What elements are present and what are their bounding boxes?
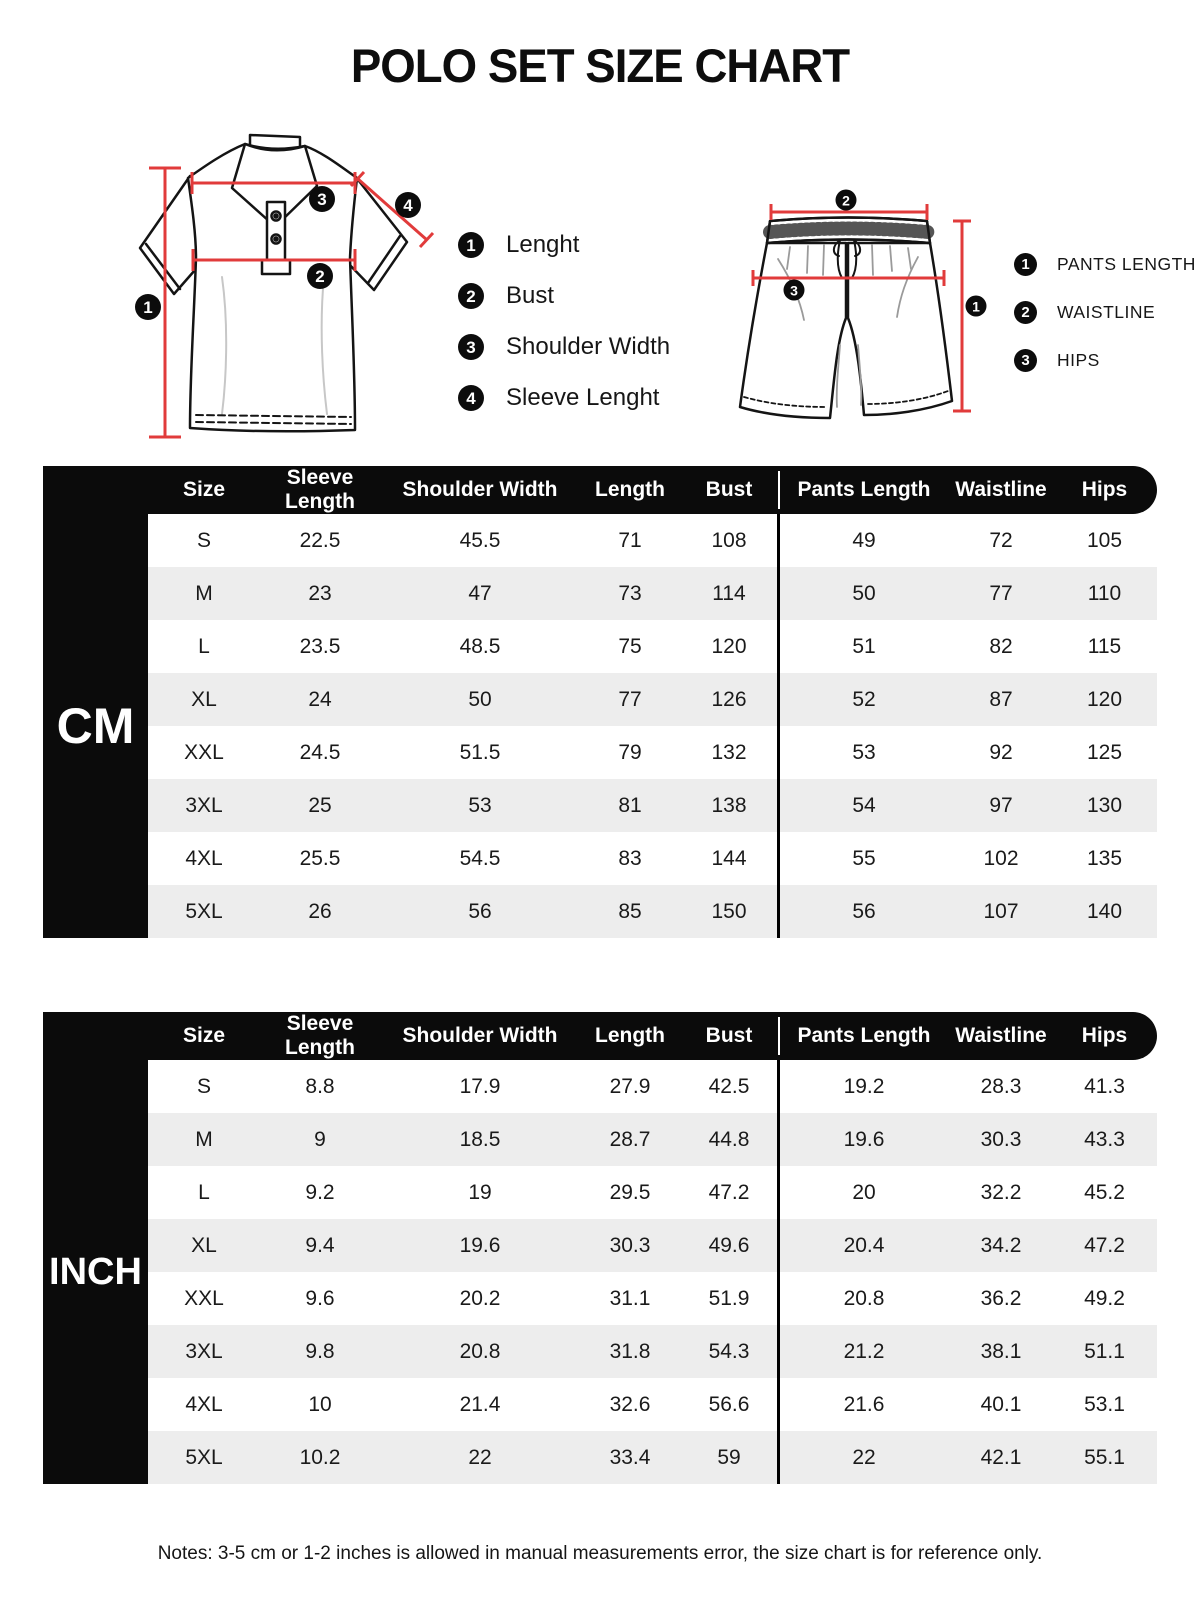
- col-header-length: Length: [595, 478, 665, 501]
- legend-item: [1014, 253, 1196, 276]
- cell-hips: 45.2: [1084, 1180, 1125, 1204]
- cell-waistline: 32.2: [980, 1180, 1022, 1204]
- legend-number-badge: 3: [458, 334, 484, 360]
- cell-size: 4XL: [185, 1392, 223, 1416]
- table-row: [148, 514, 1157, 567]
- cell-pants-length: 19.6: [843, 1127, 885, 1151]
- inch-size-table: [43, 1012, 1157, 1484]
- legend-item: [1014, 301, 1196, 324]
- legend-label: Sleeve Lenght: [506, 384, 660, 411]
- cell-sleeve-length: 10.2: [299, 1445, 341, 1469]
- col-header-pants-length: Pants Length: [797, 478, 931, 501]
- table-row: [148, 567, 1157, 620]
- cell-shoulder-width: 47: [468, 581, 492, 605]
- table-row: [148, 1060, 1157, 1113]
- cell-bust: 114: [712, 581, 746, 605]
- cell-length: 71: [618, 528, 642, 552]
- cell-sleeve-length: 9: [314, 1127, 326, 1151]
- body-section-divider: [777, 514, 780, 938]
- table-row: [148, 726, 1157, 779]
- cell-shoulder-width: 54.5: [459, 846, 501, 870]
- cell-size: M: [195, 1127, 213, 1151]
- polo-marker-sleeve: 4: [395, 192, 421, 218]
- col-header-hips: Hips: [1081, 478, 1128, 501]
- polo-marker-shoulder: 3: [309, 186, 335, 212]
- cell-hips: 51.1: [1084, 1339, 1125, 1363]
- cell-size: S: [196, 1074, 211, 1098]
- page-title: POLO SET SIZE CHART: [350, 39, 850, 92]
- legend-item: [458, 231, 670, 259]
- cell-size: L: [198, 634, 210, 658]
- cell-sleeve-length: 22.5: [299, 528, 341, 552]
- cm-table-header: [43, 466, 1157, 514]
- col-header-pants-length: Pants Length: [797, 1024, 931, 1047]
- cell-waistline: 38.1: [980, 1339, 1022, 1363]
- cell-length: 81: [618, 793, 642, 817]
- legend-item: [458, 384, 670, 412]
- cell-sleeve-length: 23.5: [299, 634, 341, 658]
- cell-bust: 44.8: [708, 1127, 750, 1151]
- shorts-diagram: [720, 185, 980, 430]
- polo-shirt-diagram: [110, 122, 440, 447]
- cell-length: 85: [618, 899, 642, 923]
- col-header-shoulder-width: Shoulder Width: [402, 1024, 558, 1047]
- cell-shoulder-width: 53: [468, 793, 492, 817]
- cell-sleeve-length: 24.5: [299, 740, 341, 764]
- cell-pants-length: 19.2: [843, 1074, 885, 1098]
- col-header-hips: Hips: [1081, 1024, 1128, 1047]
- cell-bust: 108: [711, 528, 747, 552]
- cell-length: 31.8: [609, 1339, 651, 1363]
- table-row: [148, 1113, 1157, 1166]
- legend-number-badge: 1: [458, 232, 484, 258]
- legend-label: WAISTLINE: [1057, 302, 1156, 322]
- legend-item: [458, 333, 670, 361]
- cell-size: S: [196, 528, 211, 552]
- cell-shoulder-width: 51.5: [459, 740, 501, 764]
- cell-size: 5XL: [185, 1445, 223, 1469]
- cell-waistline: 97: [989, 793, 1013, 817]
- cell-hips: 140: [1086, 899, 1123, 923]
- cell-bust: 59: [717, 1445, 741, 1469]
- cell-pants-length: 20: [852, 1180, 876, 1204]
- cell-bust: 47.2: [708, 1180, 750, 1204]
- cell-pants-length: 52: [852, 687, 876, 711]
- legend-item: [1014, 349, 1196, 372]
- cell-shoulder-width: 56: [468, 899, 492, 923]
- cell-pants-length: 55: [852, 846, 876, 870]
- legend-number-badge: 4: [458, 385, 484, 411]
- cell-bust: 150: [711, 899, 747, 923]
- cell-shoulder-width: 19: [468, 1180, 492, 1204]
- cell-pants-length: 54: [852, 793, 876, 817]
- cell-size: 4XL: [185, 846, 223, 870]
- cell-hips: 130: [1086, 793, 1123, 817]
- cell-length: 83: [618, 846, 642, 870]
- cell-bust: 120: [711, 634, 747, 658]
- cell-length: 79: [618, 740, 642, 764]
- cell-sleeve-length: 24: [308, 687, 332, 711]
- polo-marker-bust: 2: [307, 263, 333, 289]
- col-header-bust: Bust: [705, 478, 753, 501]
- cell-pants-length: 49: [852, 528, 876, 552]
- cell-sleeve-length: 9.8: [305, 1339, 335, 1363]
- cell-shoulder-width: 45.5: [459, 528, 501, 552]
- cell-length: 77: [618, 687, 642, 711]
- cell-bust: 126: [711, 687, 747, 711]
- cell-hips: 135: [1086, 846, 1123, 870]
- unit-label-inch: INCH: [43, 1060, 148, 1484]
- shorts-marker-hips: 3: [784, 280, 805, 301]
- cell-size: 3XL: [185, 793, 223, 817]
- cell-hips: 120: [1086, 687, 1123, 711]
- table-row: [148, 1166, 1157, 1219]
- unit-label-cm: CM: [43, 514, 148, 938]
- legend-item: [458, 282, 670, 310]
- col-header-waistline: Waistline: [955, 478, 1047, 501]
- table-row: [148, 779, 1157, 832]
- cell-length: 73: [618, 581, 642, 605]
- cell-hips: 115: [1087, 634, 1122, 658]
- cell-waistline: 34.2: [980, 1233, 1022, 1257]
- cell-pants-length: 50: [852, 581, 876, 605]
- legend-label: Lenght: [506, 231, 580, 258]
- cell-shoulder-width: 21.4: [459, 1392, 501, 1416]
- cell-shoulder-width: 18.5: [459, 1127, 501, 1151]
- cell-waistline: 82: [989, 634, 1013, 658]
- table-row: [148, 885, 1157, 938]
- cell-bust: 138: [711, 793, 747, 817]
- cell-bust: 144: [711, 846, 747, 870]
- cell-sleeve-length: 10: [308, 1392, 332, 1416]
- cell-waistline: 30.3: [980, 1127, 1022, 1151]
- cell-length: 32.6: [609, 1392, 651, 1416]
- cell-waistline: 40.1: [980, 1392, 1022, 1416]
- col-header-sleeve-length: Sleeve Length: [285, 1012, 355, 1059]
- cell-sleeve-length: 26: [308, 899, 332, 923]
- cell-shoulder-width: 22: [468, 1445, 492, 1469]
- cell-pants-length: 20.4: [843, 1233, 885, 1257]
- cell-size: XXL: [184, 1286, 224, 1310]
- cell-length: 31.1: [609, 1286, 651, 1310]
- legend-number-badge: 3: [1014, 349, 1037, 372]
- cell-hips: 43.3: [1084, 1127, 1125, 1151]
- cell-size: XXL: [184, 740, 224, 764]
- cell-pants-length: 53: [852, 740, 876, 764]
- cell-bust: 42.5: [708, 1074, 750, 1098]
- cell-shoulder-width: 20.2: [459, 1286, 501, 1310]
- inch-table-rows: [148, 1060, 1157, 1484]
- cell-waistline: 28.3: [980, 1074, 1022, 1098]
- legend-number-badge: 1: [1014, 253, 1037, 276]
- cell-waistline: 87: [989, 687, 1013, 711]
- cm-size-table: [43, 466, 1157, 938]
- cell-hips: 105: [1086, 528, 1123, 552]
- cell-bust: 132: [711, 740, 747, 764]
- cell-bust: 51.9: [708, 1286, 750, 1310]
- cell-waistline: 107: [983, 899, 1019, 923]
- cell-bust: 56.6: [708, 1392, 750, 1416]
- cell-size: 5XL: [185, 899, 223, 923]
- col-header-length: Length: [595, 1024, 665, 1047]
- cell-sleeve-length: 8.8: [305, 1074, 335, 1098]
- cell-sleeve-length: 9.2: [305, 1180, 335, 1204]
- legend-label: Bust: [506, 282, 555, 309]
- legend-label: Shoulder Width: [506, 333, 671, 360]
- cell-shoulder-width: 19.6: [459, 1233, 501, 1257]
- cell-pants-length: 21.2: [843, 1339, 885, 1363]
- cell-hips: 49.2: [1084, 1286, 1125, 1310]
- cell-waistline: 36.2: [980, 1286, 1022, 1310]
- cell-bust: 49.6: [708, 1233, 750, 1257]
- cell-waistline: 72: [989, 528, 1013, 552]
- cell-length: 28.7: [609, 1127, 651, 1151]
- table-row: [148, 1431, 1157, 1484]
- cell-size: 3XL: [185, 1339, 223, 1363]
- cell-length: 75: [618, 634, 642, 658]
- cell-shoulder-width: 17.9: [459, 1074, 501, 1098]
- col-header-size: Size: [182, 1024, 226, 1047]
- legend-label: PANTS LENGTH: [1057, 254, 1196, 274]
- polo-marker-length: 1: [135, 294, 161, 320]
- cell-hips: 110: [1087, 581, 1122, 605]
- cell-size: M: [195, 581, 213, 605]
- cell-waistline: 77: [989, 581, 1013, 605]
- cell-waistline: 102: [983, 846, 1019, 870]
- cell-sleeve-length: 9.4: [305, 1233, 335, 1257]
- shorts-marker-pants-length: 1: [966, 296, 987, 317]
- cell-pants-length: 22: [852, 1445, 876, 1469]
- cell-waistline: 42.1: [980, 1445, 1022, 1469]
- shorts-marker-waistline: 2: [836, 190, 857, 211]
- polo-legend: [458, 231, 670, 435]
- table-row: [148, 832, 1157, 885]
- cell-hips: 53.1: [1084, 1392, 1125, 1416]
- col-header-size: Size: [182, 478, 226, 501]
- header-section-divider: [778, 471, 780, 509]
- col-header-sleeve-length: Sleeve Length: [285, 466, 355, 513]
- cell-shoulder-width: 50: [468, 687, 492, 711]
- cell-length: 30.3: [609, 1233, 651, 1257]
- body-section-divider: [777, 1060, 780, 1484]
- cell-shoulder-width: 48.5: [459, 634, 501, 658]
- cell-hips: 41.3: [1084, 1074, 1125, 1098]
- table-row: [148, 1325, 1157, 1378]
- cell-waistline: 92: [989, 740, 1013, 764]
- col-header-waistline: Waistline: [955, 1024, 1047, 1047]
- cell-sleeve-length: 25.5: [299, 846, 341, 870]
- cell-hips: 55.1: [1084, 1445, 1125, 1469]
- notes-text: Notes: 3-5 cm or 1-2 inches is allowed in manual measurements error, the size chart is for reference only.: [157, 1543, 1043, 1564]
- legend-number-badge: 2: [458, 283, 484, 309]
- cell-length: 27.9: [609, 1074, 651, 1098]
- cell-size: XL: [191, 687, 217, 711]
- legend-number-badge: 2: [1014, 301, 1037, 324]
- cell-length: 33.4: [609, 1445, 651, 1469]
- cell-sleeve-length: 23: [308, 581, 332, 605]
- cell-size: XL: [191, 1233, 217, 1257]
- header-section-divider: [778, 1017, 780, 1055]
- shorts-legend: [1014, 253, 1196, 397]
- table-row: [148, 1378, 1157, 1431]
- cell-pants-length: 51: [852, 634, 876, 658]
- cell-length: 29.5: [609, 1180, 651, 1204]
- table-row: [148, 1219, 1157, 1272]
- legend-label: HIPS: [1057, 350, 1100, 370]
- cell-pants-length: 56: [852, 899, 876, 923]
- inch-table-header: [43, 1012, 1157, 1060]
- cell-sleeve-length: 9.6: [305, 1286, 335, 1310]
- table-row: [148, 620, 1157, 673]
- cell-shoulder-width: 20.8: [459, 1339, 501, 1363]
- cell-pants-length: 20.8: [843, 1286, 885, 1310]
- col-header-bust: Bust: [705, 1024, 753, 1047]
- col-header-shoulder-width: Shoulder Width: [402, 478, 558, 501]
- cell-hips: 125: [1086, 740, 1123, 764]
- cm-table-rows: [148, 514, 1157, 938]
- cell-pants-length: 21.6: [843, 1392, 885, 1416]
- cell-size: L: [198, 1180, 210, 1204]
- table-row: [148, 1272, 1157, 1325]
- table-row: [148, 673, 1157, 726]
- cell-sleeve-length: 25: [308, 793, 332, 817]
- cell-bust: 54.3: [708, 1339, 750, 1363]
- cell-hips: 47.2: [1084, 1233, 1125, 1257]
